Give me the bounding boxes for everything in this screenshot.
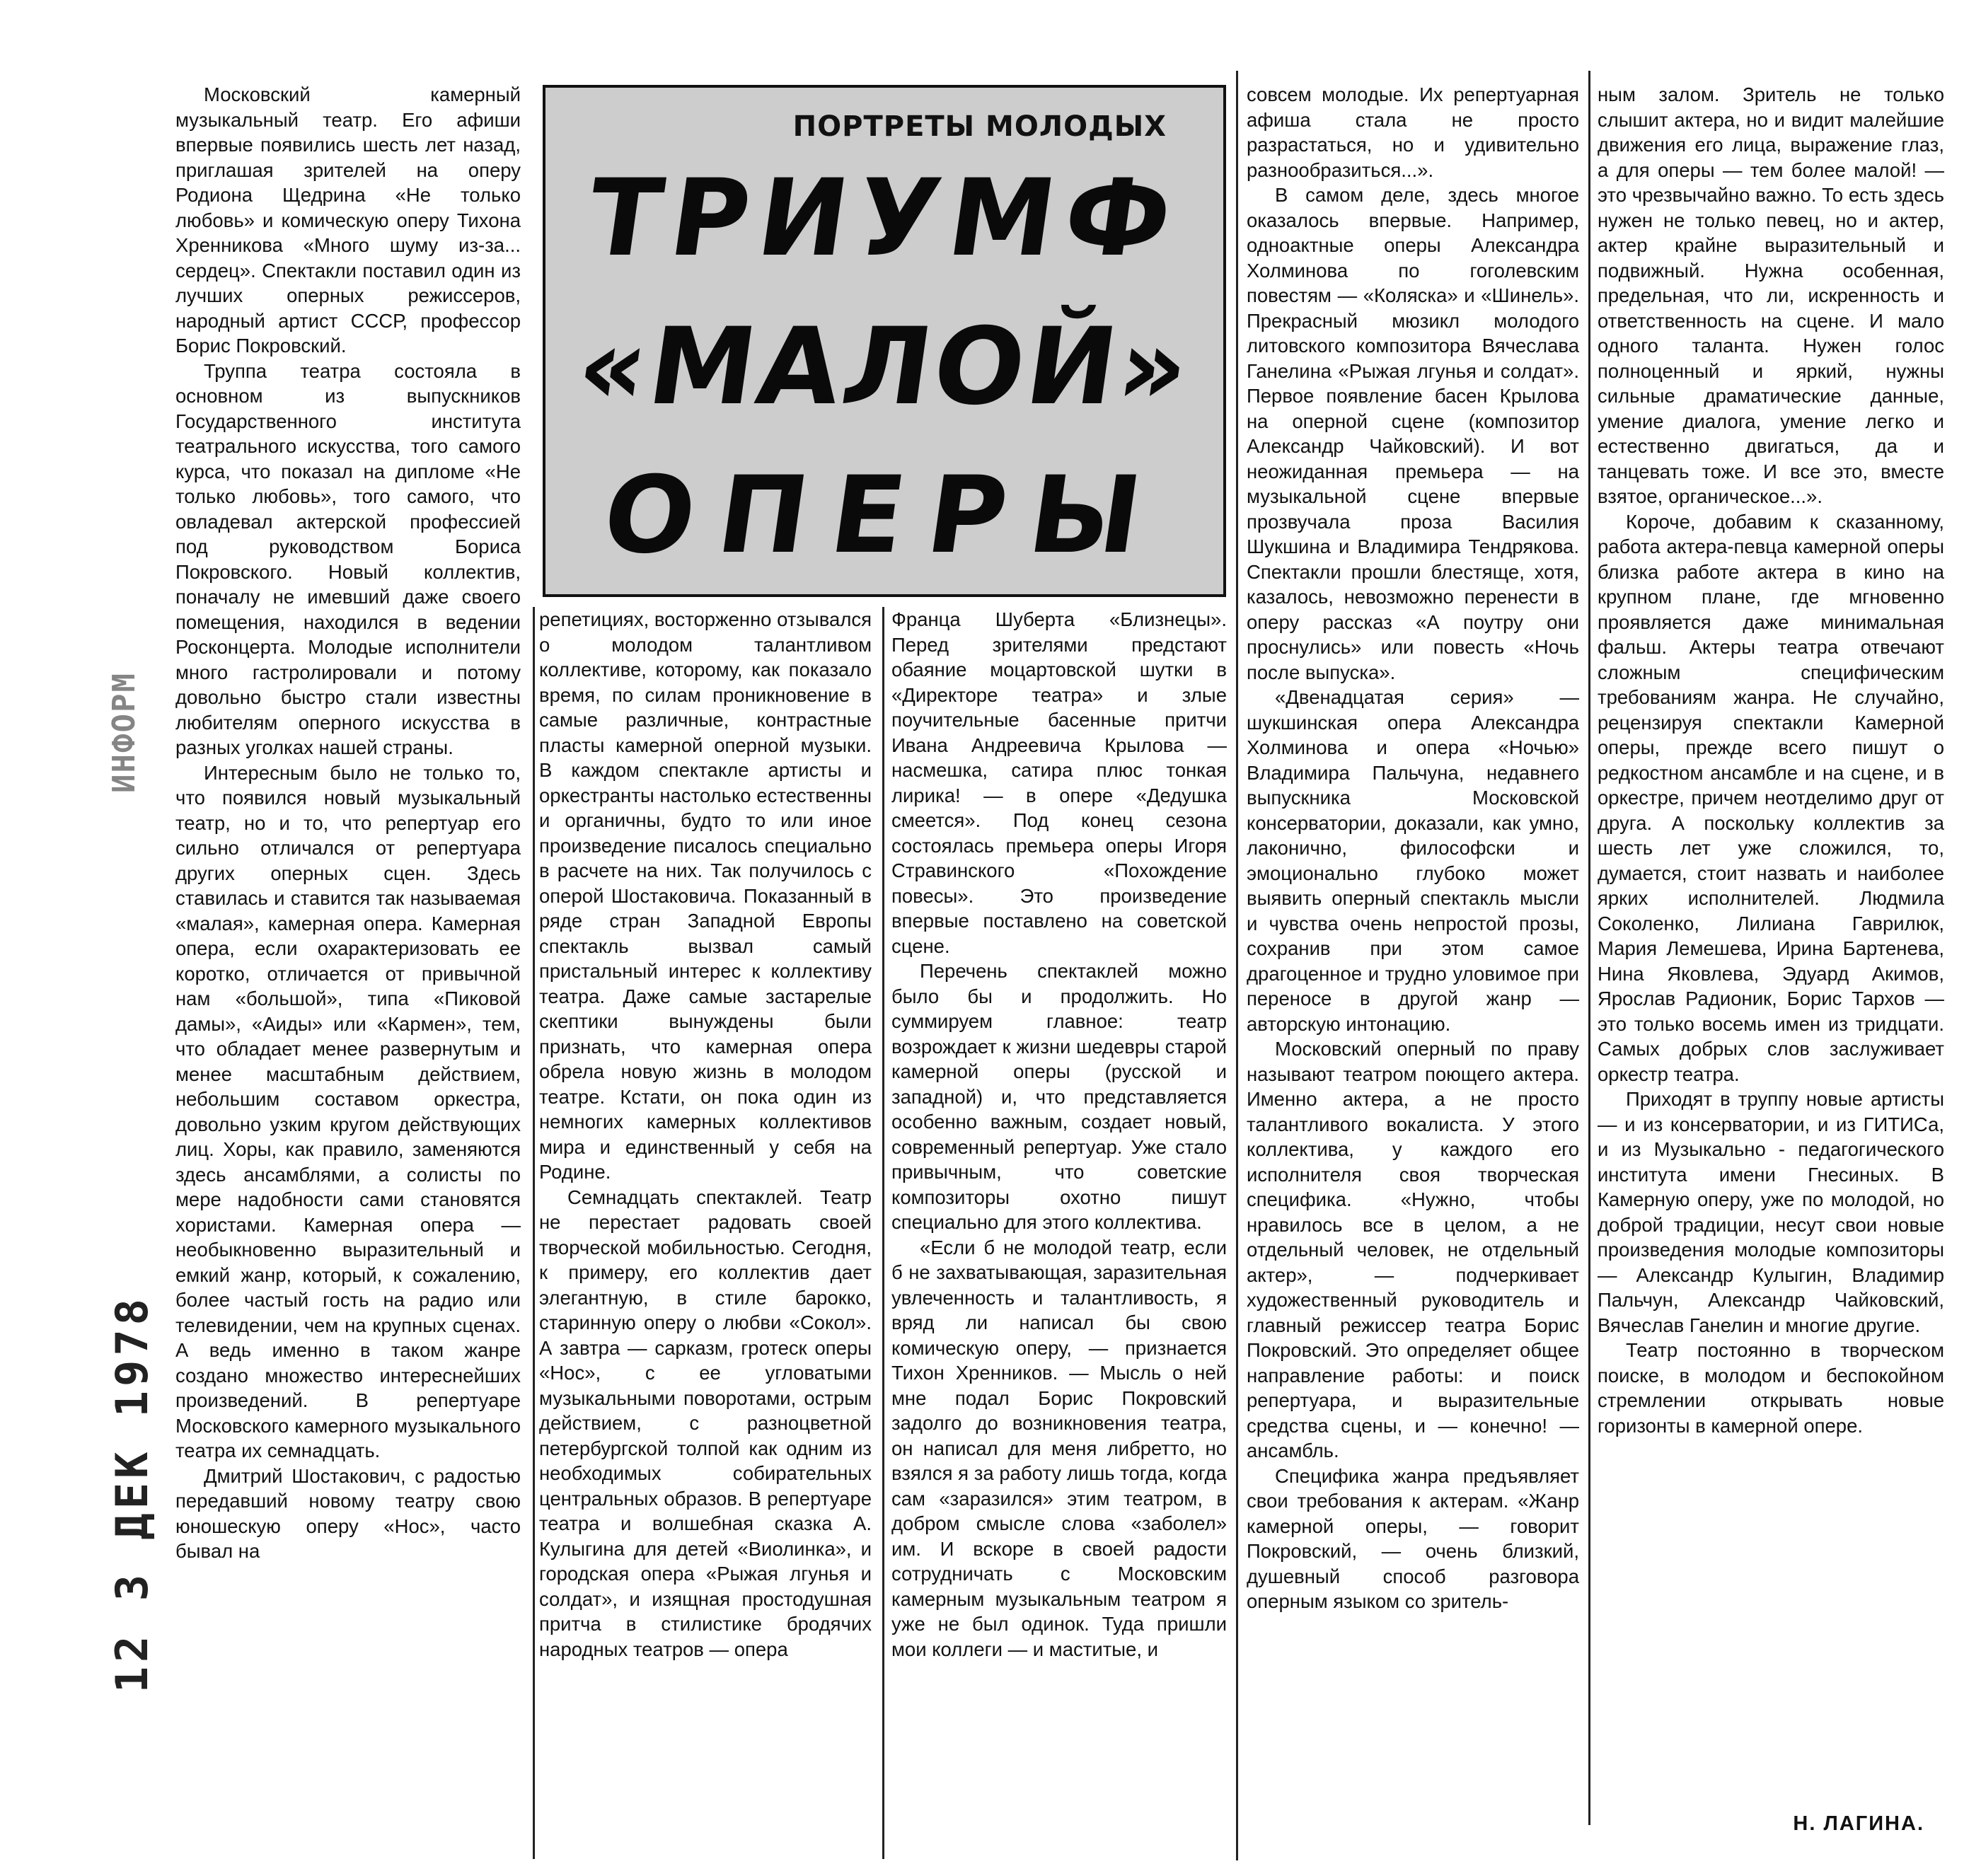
paragraph: Приходят в труппу новые артисты — и из консерватории, и из ГИТИСа, и из Музыкально - педагогического института имени Гнесиных. В Камерную оперу, уже по молодой, но доброй традиции, несут свои новые произведения молодые композиторы — Александр Кулыгин, Владимир Пальчун, Александр Чайковский, Вячеслав Ганелин и многие другие. bbox=[1598, 1088, 1944, 1336]
article-column-5 bbox=[1598, 82, 1944, 1438]
paragraph: Короче, добавим к сказанному, работа актера-певца камерной оперы близка работе актера в кино на крупном плане, где мгновенно проявляется даже минимальная фальш. Актеры театра отвечают сложным специфическим требованиям жанра. Не случайно, рецензируя спектакли Камерной оперы, прежде всего пишут о редкостном ансамбле и на сцене, и в оркестре, причем неотделимо друг от друга. А поскольку коллектив за шесть лет уже сложился, то, думается, стоит назвать и наиболее ярких исполнителей. Людмила Соколенко, Лилиана Гаврилюк, Мария Лемешева, Ирина Бартенева, Нина Яковлева, Эдуард Акимов, Ярослав Радионик, Борис Тархов — это только восемь имен из тридцати. Самых добрых слов заслуживает оркестр театра. bbox=[1598, 510, 1944, 1085]
paragraph: Московский оперный по праву называют театром поющего актера. Именно актера, а не просто талантливого вокалиста. У этого коллектива, у каждого его исполнителя своя творческая специфика. «Нужно, чтобы нравилось все в целом, а не отдельный человек, не отдельный актер», — подчеркивает художественный руководитель и главный режиссер театра Борис Покровский. Это определяет общее направление работы: и поиск репертуара, и выразительные средства сцены, и — конечно! — ансамбль. bbox=[1247, 1038, 1579, 1461]
headline-panel bbox=[543, 85, 1226, 597]
column-rule bbox=[1588, 71, 1590, 1825]
column-rule bbox=[533, 607, 535, 1859]
paragraph: «Двенадцатая серия» — шукшинская опера Александра Холминова и опера «Ночью» Владимира Пальчуна, недавнего выпускника Московской консерватории, доказали, как умно, лаконично, философски и эмоционально глубоко может выявить оперный спектакль мысли и чувства очень непростой прозы, сохранив при этом самое драгоценное и трудно уловимое при переносе в другой жанр — авторскую интонацию. bbox=[1247, 686, 1579, 1035]
paragraph: Московский камерный музыкальный театр. Его афиши впервые появились шесть лет назад, приглашая зрителей на оперу Родиона Щедрина «Не только любовь» и комическую оперу Тихона Хренникова «Много шуму из-за... сердец». Спектакли поставил один из лучших оперных режиссеров, народный артист СССР, профессор Борис Покровский. bbox=[175, 83, 521, 357]
paragraph: Франца Шуберта «Близнецы». Перед зрителями предстают обаяние моцартовской шутки в «Директоре театра» и злые поучительные басенные притчи Ивана Андреевича Крылова — насмешка, сатира плюс тонкая лирика! — в опере «Дедушка смеется». Под конец сезона состоялась премьера оперы Игоря Стравинского «Похождение повесы». Это произведение впервые поставлено на советской сцене. bbox=[891, 608, 1227, 957]
rubric-heading: ПОРТРЕТЫ МОЛОДЫХ bbox=[792, 110, 1167, 143]
article-column-2 bbox=[539, 607, 872, 1662]
paragraph: Перечень спектаклей можно было бы и продолжить. Но суммируем главное: театр возрождает к жизни шедевры старой камерной оперы (русской и западной) и, что представляется особенно важным, создает новый, современный репертуар. Уже стало привычным, что советские композиторы охотно пишут специально для этого коллектива. bbox=[891, 960, 1227, 1233]
paragraph: ным залом. Зритель не только слышит актера, но и видит малейшие движения его лица, выражение глаз, а для оперы — тем более малой! — это чрезвычайно важно. То есть здесь нужен не только певец, но и актер, актер крайне выразительный и подвижный. Нужна особенная, предельная, что ли, искренность и ответственность на сцене. И мало одного таланта. Нужен голос полноценный и яркий, нужны сильные драматические данные, умение диалога, умение легко и естественно двигаться, да и танцевать тоже. И все это, вместе взятое, органическое...». bbox=[1598, 83, 1944, 507]
paragraph: Театр постоянно в творческом поиске, в молодом и беспокойном стремлении открывать новые горизонты в камерной опере. bbox=[1598, 1339, 1944, 1437]
paragraph: Семнадцать спектаклей. Театр не перестает радовать своей творческой мобильностью. Сегодня, к примеру, его коллектив дает элегантную, в стиле барокко, старинную оперу о любви «Сокол». А завтра — сарказм, гротеск оперы «Нос», с ее угловатыми музыкальными поворотами, острым действием, с разноцветной петербургской толпой как одним из необходимых собирательных центральных образов. В репертуаре театра и волшебная сказка А. Кулыгина для детей «Виолинка», и городская опера «Рыжая лгунья и солдат», и изящная простодушная притча в стилистике бродячих народных театров — опера bbox=[539, 1186, 872, 1660]
paragraph: «Если б не молодой театр, если б не захватывающая, заразительная увлеченность и талантливость, я вряд ли написал бы свою комическую оперу, — признается Тихон Хренников. — Мысль о ней мне подал Борис Покровский задолго до возникновения театра, он написал для меня либретто, но взялся я за работу лишь тогда, когда сам «заразился» этим театром, в добром смысле слова «заболел» им. И вскоре в своей радости сотрудничать с Московским камерным музыкальным театром я уже не был одинок. Туда пришли мои коллеги — и маститые, и bbox=[891, 1236, 1227, 1660]
author-signature: Н. ЛАГИНА. bbox=[1793, 1812, 1924, 1835]
paragraph: В самом деле, здесь многое оказалось впервые. Например, одноактные оперы Александра Холминова по гоголевским повестям — «Коляска» и «Шинель». Прекрасный мюзикл молодого литовского композитора Вячеслава Ганелина «Рыжая лгунья и солдат». Первое появление басен Крылова на оперной сцене (композитор Александр Чайковский). И вот неожиданная премьера — на музыкальной сцене впервые прозвучала проза Василия Шукшина и Владимира Тендрякова. Спектакли прошли блестяще, хотя, казалось, невозможно перенести в оперу рассказ «А поутру они проснулись» или повесть «Ночь после выпуска». bbox=[1247, 184, 1579, 683]
paragraph: Дмитрий Шостакович, с радостью передавший новому театру свою юношескую оперу «Нос», часто бывал на bbox=[175, 1464, 521, 1562]
headline-line-2: «МАЛОЙ» bbox=[570, 306, 1199, 429]
paragraph: Интересным было не только то, что появился новый музыкальный театр, но и то, что репертуар его сильно отличался от репертуара других оперных сцен. Здесь ставилась и ставится так называемая «малая», камерная опера. Камерная опера, если охарактеризовать ее коротко, отличается от привычной нам «большой», типа «Пиковой дамы», «Аиды» или «Кармен», тем, что обладает менее развернутым и менее масштабным действием, небольшим составом оркестра, довольно узким кругом действующих лиц. Хоры, как правило, заменяются здесь ансамблями, а солисты по мере надобности сами становятся хористами. Камерная опера — необыкновенно выразительный и емкий жанр, который, к сожалению, более частый гость на радио или телевидении, чем на крупных сценах. А ведь именно в таком жанре создано множество интереснейших произведений. В репертуаре Московского камерного музыкального театра их семнадцать. bbox=[175, 761, 521, 1461]
paragraph: репетициях, восторженно отзывался о молодом талантливом коллективе, которому, как показало время, по силам проникновение в самые различные, контрастные пласты камерной оперной музыки. В каждом спектакле артисты и оркестранты настолько естественны и органичны, будто то или иное произведение писалось специально в расчете на них. Так получилось с оперой Шостаковича. Показанный в ряде стран Западной Европы спектакль вызвал самый пристальный интерес к коллективу театра. Даже самые застарелые скептики вынуждены были признать, что камерная опера обрела новую жизнь в молодом театре. Кстати, он пока один из немногих камерных коллективов мира и единственный у себя на Родине. bbox=[539, 608, 872, 1183]
headline-line-3: ОПЕРЫ bbox=[596, 454, 1173, 577]
column-rule bbox=[882, 607, 884, 1859]
archive-stamp-top: ИНФОРМ bbox=[106, 672, 142, 793]
margin-stamps bbox=[106, 672, 170, 1693]
article-column-3 bbox=[891, 607, 1227, 1662]
headline-line-1: ТРИУМФ bbox=[580, 157, 1189, 280]
paragraph: совсем молодые. Их репертуарная афиша стала не просто разрастаться, но и удивительно разнообразиться...». bbox=[1247, 83, 1579, 181]
archive-date-stamp: 12 3 ДЕК 1978 bbox=[106, 1295, 158, 1693]
article-column-1 bbox=[175, 82, 521, 1564]
paragraph: Труппа театра состояла в основном из выпускников Государственного института театрального искусства, того самого курса, что показал на дипломе «Не только любовь», того самого, что овладевал актерской профессией под руководством Бориса Покровского. Новый коллектив, поначалу не имевший даже своего помещения, находился в ведении Росконцерта. Молодые исполнители много гастролировали и потому довольно быстро стали известны любителям оперного искусства в разных уголках нашей страны. bbox=[175, 359, 521, 758]
article-column-4 bbox=[1247, 82, 1579, 1614]
paragraph: Специфика жанра предъявляет свои требования к актерам. «Жанр камерной оперы, — говорит Покровский, — очень близкий, душевный способ разговора оперным языком со зритель- bbox=[1247, 1464, 1579, 1612]
column-rule bbox=[1236, 71, 1238, 1860]
